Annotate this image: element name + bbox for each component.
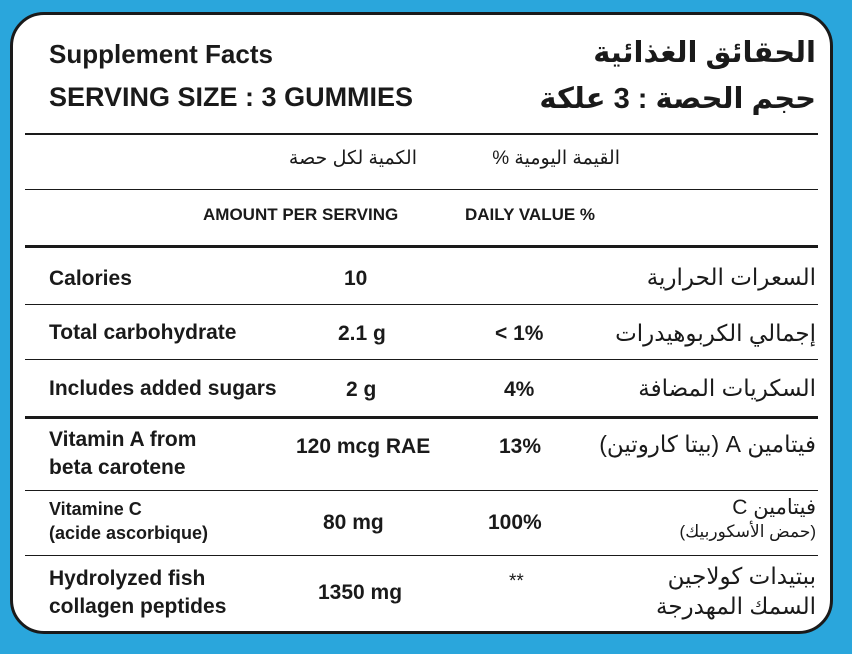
title-en: Supplement Facts — [49, 39, 273, 69]
divider — [25, 189, 818, 190]
nutrient-name-en-line1: Vitamin A from — [49, 428, 197, 451]
nutrient-name-en-line2: collagen peptides — [49, 595, 227, 618]
divider — [25, 359, 818, 360]
amount-header-en: AMOUNT PER SERVING — [203, 205, 399, 224]
nutrient-daily-value: 4% — [504, 378, 535, 401]
divider — [25, 245, 818, 248]
nutrient-name-en: Calories — [49, 267, 132, 290]
nutrient-amount: 80 mg — [323, 511, 384, 534]
nutrient-daily-value: 100% — [488, 511, 542, 534]
nutrient-amount: 10 — [344, 267, 368, 290]
divider — [25, 555, 818, 556]
nutrient-name-en: Includes added sugars — [49, 377, 277, 400]
daily-value-header-ar: القيمة اليومية % — [492, 148, 620, 169]
nutrient-name-en-line1: Hydrolyzed fish — [49, 567, 206, 590]
nutrient-name-ar-line1: فيتامين C — [732, 496, 816, 519]
nutrient-daily-value: ** — [509, 571, 524, 592]
nutrient-name-en-line2: (acide ascorbique) — [49, 523, 209, 543]
nutrient-daily-value: < 1% — [495, 322, 544, 345]
divider — [25, 304, 818, 305]
nutrient-daily-value: 13% — [499, 435, 542, 458]
nutrient-name-ar: إجمالي الكربوهيدرات — [615, 320, 816, 346]
nutrient-amount: 2 g — [346, 378, 377, 401]
serving-size-en: SERVING SIZE : 3 GUMMIES — [49, 82, 414, 112]
nutrient-name-en-line1: Vitamine C — [49, 499, 142, 519]
nutrient-name-ar: فيتامين A (بيتا كاروتين) — [599, 431, 816, 457]
nutrient-name-ar-line2: السمك المهدرجة — [655, 593, 816, 619]
divider — [25, 133, 818, 135]
nutrient-name-en: Total carbohydrate — [49, 321, 237, 344]
nutrient-name-ar-line2: (حمض الأسكوربيك) — [679, 522, 816, 541]
nutrient-amount: 2.1 g — [338, 322, 386, 345]
supplement-facts-panel — [10, 12, 833, 634]
nutrient-name-ar: السعرات الحرارية — [646, 264, 816, 290]
divider — [25, 416, 818, 419]
divider — [25, 490, 818, 491]
nutrient-name-ar-line1: ببتيدات كولاجين — [667, 563, 816, 589]
daily-value-header-en: DAILY VALUE % — [465, 205, 596, 224]
amount-header-ar: الكمية لكل حصة — [288, 148, 417, 169]
nutrient-amount: 1350 mg — [318, 581, 403, 604]
nutrient-amount: 120 mcg RAE — [296, 435, 431, 458]
nutrient-name-ar: السكريات المضافة — [638, 375, 816, 401]
title-ar: الحقائق الغذائية — [593, 37, 816, 69]
serving-size-ar: حجم الحصة : 3 علكة — [539, 83, 816, 115]
nutrient-name-en-line2: beta carotene — [49, 456, 186, 479]
